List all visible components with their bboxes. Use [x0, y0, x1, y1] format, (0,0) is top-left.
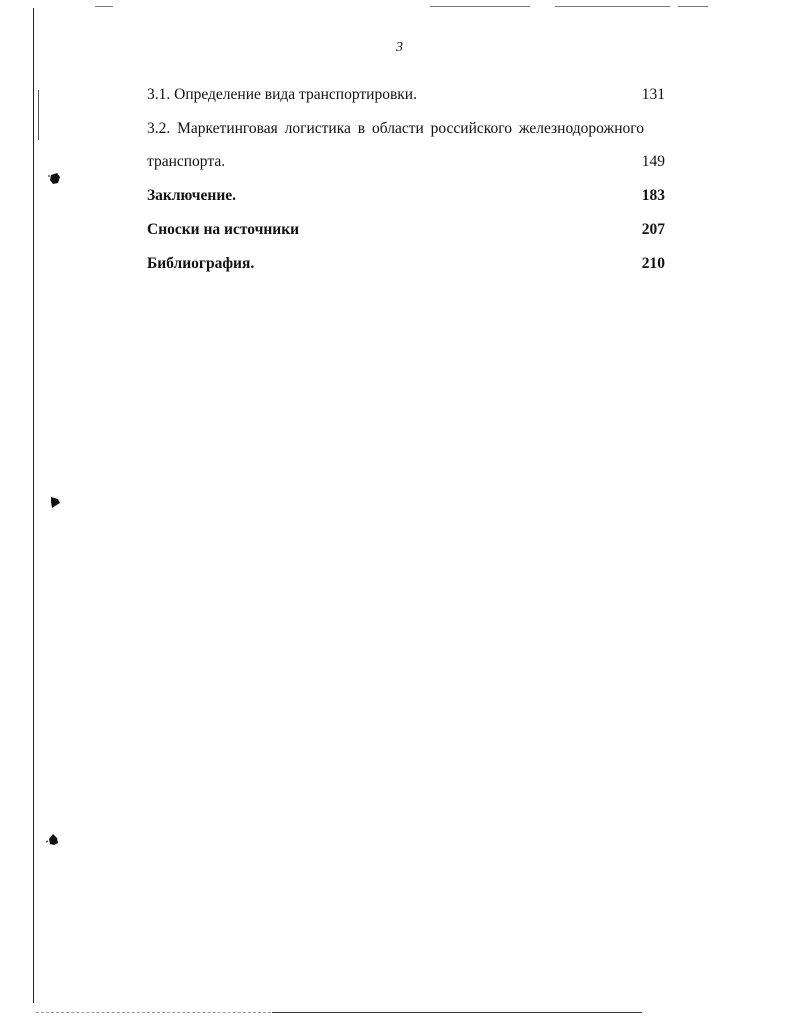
- toc-entry-title: Библиография.: [147, 255, 255, 272]
- page-number: 3: [396, 40, 403, 55]
- toc-entry-title: транспорта.: [147, 153, 226, 170]
- toc-entry-page: 131: [641, 86, 665, 103]
- binding-hole-mark: [46, 833, 60, 847]
- toc-entry-page: 183: [641, 187, 665, 204]
- top-scan-line: [555, 6, 670, 7]
- toc-entry-3-2-line1: 3.2. Маркетинговая логистика в области российского железнодорожного: [147, 120, 645, 137]
- bottom-scan-line: [272, 1012, 642, 1013]
- top-scan-line: [678, 6, 708, 7]
- left-margin-mark: [38, 90, 39, 140]
- bottom-scan-dash: [36, 1012, 271, 1013]
- top-scan-line: [95, 6, 113, 7]
- toc-entry-title: Заключение.: [147, 187, 237, 204]
- toc-entry-title: 3.1. Определение вида транспортировки.: [147, 86, 417, 103]
- toc-entry-3-1: [147, 86, 665, 104]
- binding-hole-mark: [48, 495, 62, 509]
- binding-hole-mark: [48, 172, 62, 186]
- toc-entry-title: Сноски на источники: [147, 221, 300, 238]
- toc-entry-page: 149: [641, 153, 665, 170]
- toc-entry-conclusion: [147, 187, 665, 205]
- toc-entry-page: 207: [641, 221, 665, 238]
- toc-entry-3-2: [147, 153, 665, 171]
- toc-entry-footnotes: [147, 221, 665, 239]
- left-margin-rule: [33, 8, 34, 1003]
- toc-entry-page: 210: [641, 255, 665, 272]
- toc-entry-bibliography: [147, 255, 665, 273]
- top-scan-line: [430, 6, 530, 7]
